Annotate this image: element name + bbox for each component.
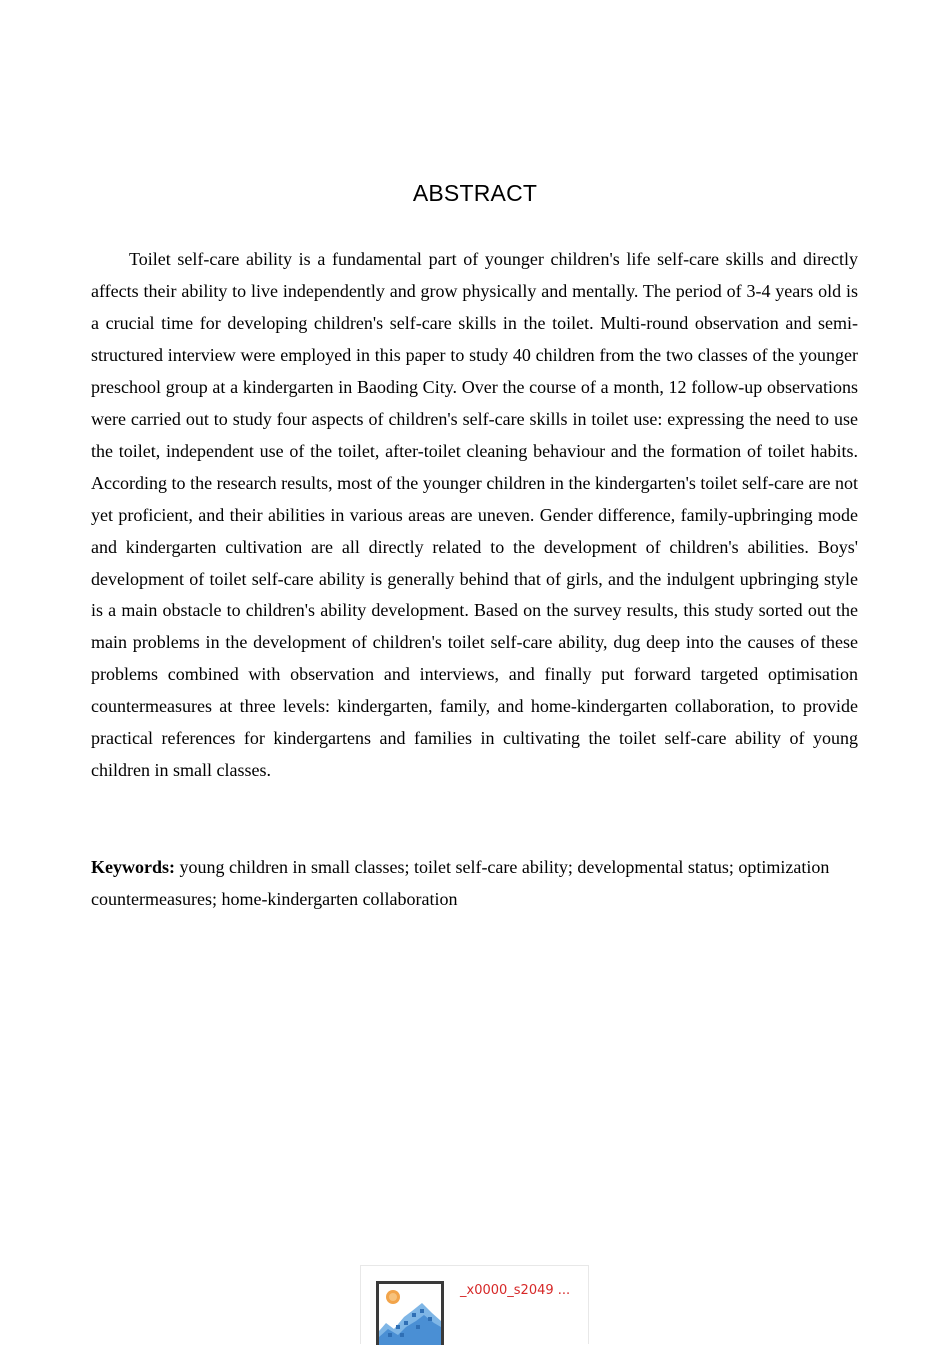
keywords-text: young children in small classes; toilet self-care ability; developmental status; optimization countermeasures; home-kindergarten collaboration	[91, 857, 829, 909]
abstract-body: Toilet self-care ability is a fundamental part of younger children's life self-care skills and directly affects their ability to live independently and grow physically and mentally. The period of 3-4 years old is a crucial time for developing children's self-care skills in the toilet. Multi-round observation and semi-structured interview were employed in this paper to study 40 children from the two classes of the younger preschool group at a kindergarten in Baoding City. Over the course of a month, 12 follow-up observations were carried out to study four aspects of children's self-care skills in toilet use: expressing the need to use the toilet, independent use of the toilet, after-toilet cleaning behaviour and the formation of toilet habits. According to the research results, most of the younger children in the kindergarten's toilet self-care are not yet proficient, and their abilities in various areas are uneven. Gender difference, family-upbringing mode and kindergarten cultivation are all directly related to the development of children's abilities. Boys' development of toilet self-care ability is generally behind that of girls, and the indulgent upbringing style is a main obstacle to children's ability development. Based on the survey results, this study sorted out the main problems in the development of children's toilet self-care ability, dug deep into the causes of these problems combined with observation and interviews, and finally put forward targeted optimisation countermeasures at three levels: kindergarten, family, and home-kindergarten collaboration, to provide practical references for kindergartens and families in cultivating the toilet self-care ability of young children in small classes.	[91, 244, 858, 787]
keywords-label: Keywords:	[91, 857, 175, 877]
abstract-heading: ABSTRACT	[0, 180, 950, 207]
keywords-paragraph	[91, 851, 858, 915]
image-placeholder[interactable]	[360, 1265, 589, 1344]
image-placeholder-caption: _x0000_s2049 ...	[460, 1283, 570, 1298]
broken-image-icon	[376, 1281, 444, 1345]
